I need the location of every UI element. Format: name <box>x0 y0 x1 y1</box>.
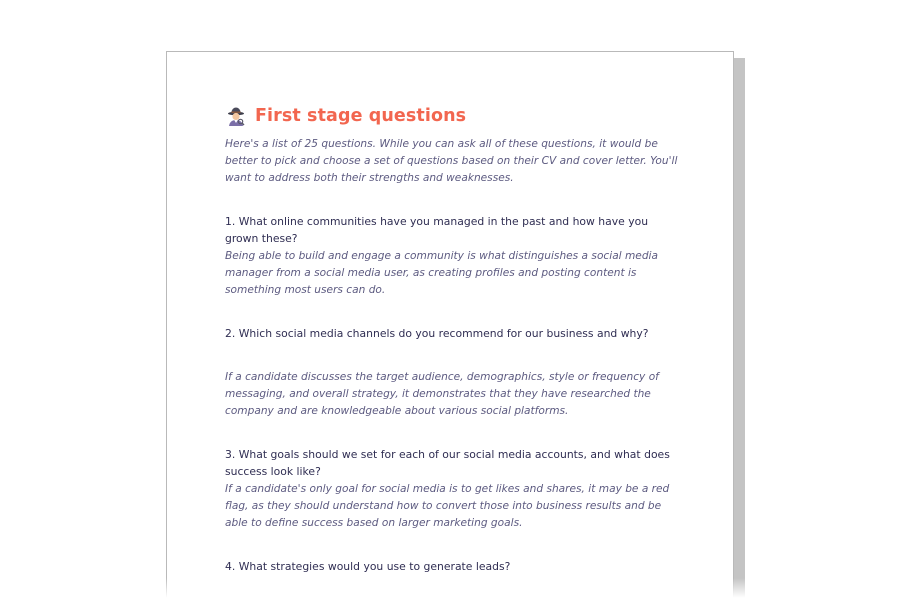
bottom-fade <box>166 578 756 600</box>
question-4: 4. What strategies would you use to generate leads? <box>225 560 511 573</box>
page-title: First stage questions <box>255 106 467 126</box>
intro-paragraph: Here's a list of 25 questions. While you can ask all of these questions, it would be better to pick and choose a set of questions based on their CV and cover letter. You'll want to address both their strengths and weaknesses. <box>225 138 678 184</box>
answer-2: If a candidate discusses the target audience, demographics, style or frequency of messaging, and overall strategy, it demonstrates that they have researched the company and are knowledgeable about various social platforms. <box>225 371 659 417</box>
answer-3: If a candidate's only goal for social media is to get likes and shares, it may be a red flag, as they should understand how to convert those into business results and be able to define success based on larger marketing goals. <box>225 483 670 529</box>
document-content <box>225 102 680 575</box>
question-2: 2. Which social media channels do you recommend for our business and why? <box>225 327 649 340</box>
answer-1: Being able to build and engage a community is what distinguishes a social media manager from a social media user, as creating profiles and posting content is something most users can do. <box>225 250 658 296</box>
document-page <box>166 51 734 600</box>
question-3: 3. What goals should we set for each of our social media accounts, and what does success look like? <box>225 448 670 478</box>
section-heading <box>225 102 680 130</box>
detective-icon <box>225 105 247 127</box>
question-1: 1. What online communities have you managed in the past and how have you grown these? <box>225 215 649 245</box>
